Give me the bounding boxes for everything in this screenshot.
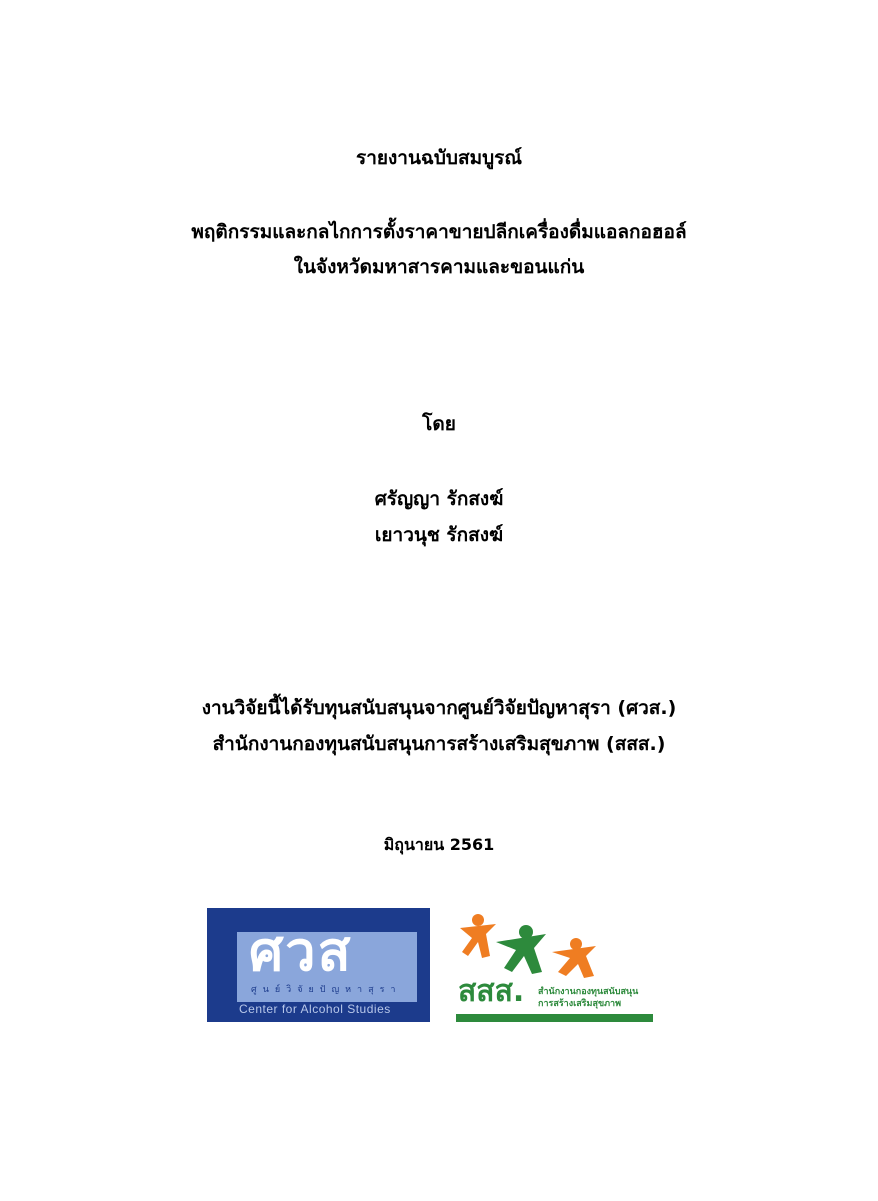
funding-line-1: งานวิจัยนี้ได้รับทุนสนับสนุนจากศูนย์วิจัยปัญหาสุรา (ศวส.) — [201, 697, 677, 719]
thaihealth-logo-text: สสส. — [458, 974, 525, 1009]
thaihealth-logo-bar — [456, 1014, 653, 1022]
cas-logo — [207, 908, 430, 1022]
thaihealth-figures-icon — [456, 912, 656, 982]
report-title-line-1: พฤติกรรมและกลไกการตั้งราคาขายปลีกเครื่องดื่มแอลกอฮอล์ — [191, 221, 687, 243]
thaihealth-logo — [456, 912, 656, 1022]
cas-logo-thai-name: ศูนย์วิจัยปัญหาสุรา — [251, 985, 402, 995]
funding-line-2: สำนักงานกองทุนสนับสนุนการสร้างเสริมสุขภาพ (สสส.) — [212, 733, 666, 755]
report-type-heading: รายงานฉบับสมบูรณ์ — [355, 147, 523, 169]
thaihealth-logo-line-1: สำนักงานกองทุนสนับสนุน — [538, 987, 639, 997]
author-1: ศรัญญา รักสงฆ์ — [374, 488, 504, 510]
by-label: โดย — [422, 413, 456, 435]
cas-logo-text: ศวส — [249, 920, 353, 983]
author-2: เยาวนุช รักสงฆ์ — [374, 524, 504, 546]
thaihealth-logo-line-2: การสร้างเสริมสุขภาพ — [538, 999, 622, 1009]
publication-date: มิถุนายน 2561 — [383, 835, 495, 854]
report-title-line-2: ในจังหวัดมหาสารคามและขอนแก่น — [293, 256, 585, 278]
cas-logo-english-name: Center for Alcohol Studies — [239, 1002, 391, 1016]
